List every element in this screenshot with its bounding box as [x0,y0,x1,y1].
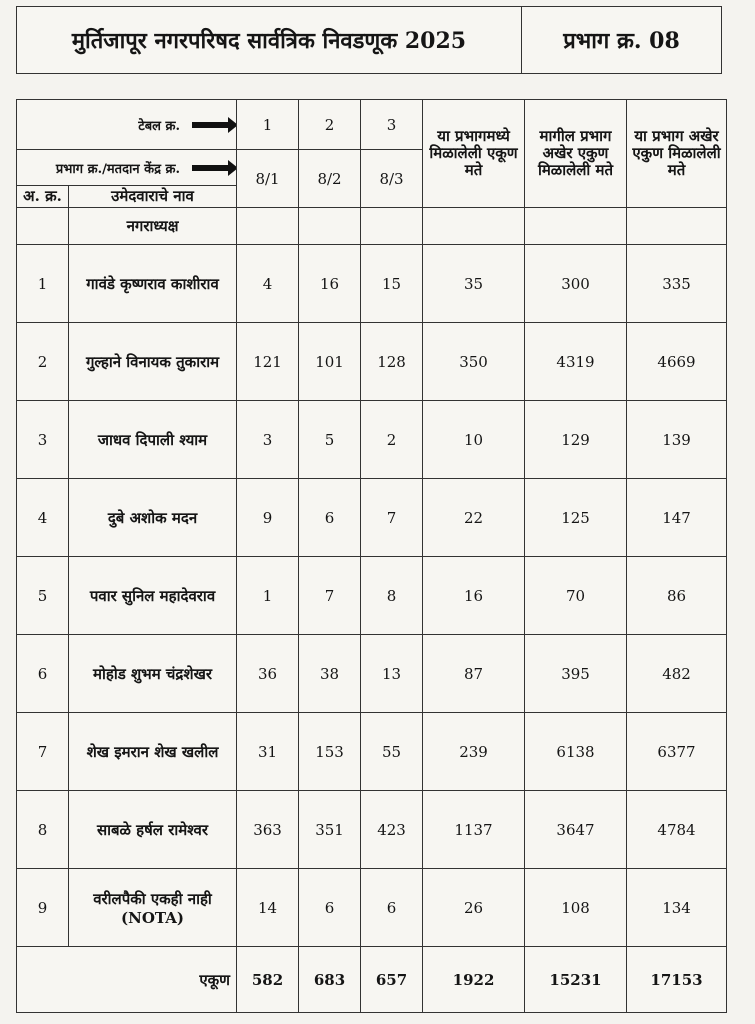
total-b1: 582 [237,947,299,1013]
candidate-sn: 5 [17,557,69,635]
booth-label: प्रभाग क्र./मतदान केंद्र क्र. [55,161,181,177]
candidate-ward: 1137 [423,791,525,869]
candidate-prev: 108 [525,869,627,947]
candidate-cum: 482 [627,635,727,713]
candidate-sn: 7 [17,713,69,791]
header-row-table-no [17,100,727,150]
ward-number: प्रभाग क्र. 08 [563,28,680,54]
candidate-ward: 350 [423,323,525,401]
candidate-prev: 395 [525,635,627,713]
candidate-b3: 423 [361,791,423,869]
candidate-b1: 4 [237,245,299,323]
candidate-sn: 8 [17,791,69,869]
candidate-b2: 351 [299,791,361,869]
candidate-b1: 1 [237,557,299,635]
candidate-sn: 9 [17,869,69,947]
candidate-prev: 3647 [525,791,627,869]
candidate-b1: 31 [237,713,299,791]
candidate-row [17,557,727,635]
col-prev-total-header: मागील प्रभाग अखेर एकुण मिळालेली मते [525,100,627,208]
candidate-cum: 139 [627,401,727,479]
candidate-b1: 14 [237,869,299,947]
candidate-prev: 70 [525,557,627,635]
candidate-cum: 4669 [627,323,727,401]
candidate-cum: 147 [627,479,727,557]
candidate-ward: 35 [423,245,525,323]
candidate-ward: 87 [423,635,525,713]
booth-3: 8/3 [361,150,423,208]
results-table [16,99,727,1013]
candidate-b1: 9 [237,479,299,557]
candidate-cum: 6377 [627,713,727,791]
candidate-prev: 4319 [525,323,627,401]
table-no-label: टेबल क्र. [138,118,181,134]
candidate-sn: 2 [17,323,69,401]
candidate-b2: 16 [299,245,361,323]
candidate-name: जाधव दिपाली श्याम [69,401,237,479]
candidate-b1: 36 [237,635,299,713]
section-row [17,208,727,245]
candidate-row [17,323,727,401]
candidate-b2: 38 [299,635,361,713]
candidate-b2: 101 [299,323,361,401]
candidate-name: गुल्हाने विनायक तुकाराम [69,323,237,401]
candidate-cum: 335 [627,245,727,323]
candidate-b3: 2 [361,401,423,479]
total-b2: 683 [299,947,361,1013]
col-ward-total-header: या प्रभागमध्ये मिळालेली एकूण मते [423,100,525,208]
candidate-ward: 10 [423,401,525,479]
candidate-prev: 6138 [525,713,627,791]
section-title: नगराध्यक्ष [69,208,237,245]
candidate-sn: 4 [17,479,69,557]
candidate-b2: 6 [299,869,361,947]
document-title: मुर्तिजापूर नगरपरिषद सार्वत्रिक निवडणूक 2025 [17,7,522,73]
candidate-b3: 128 [361,323,423,401]
candidate-cum: 86 [627,557,727,635]
sr-label: अ. क्र. [17,186,69,208]
total-prev: 15231 [525,947,627,1013]
candidate-row [17,635,727,713]
candidate-b3: 7 [361,479,423,557]
booth-1: 8/1 [237,150,299,208]
candidate-cum: 134 [627,869,727,947]
total-cum: 17153 [627,947,727,1013]
candidate-prev: 300 [525,245,627,323]
candidate-b2: 5 [299,401,361,479]
candidate-b2: 7 [299,557,361,635]
total-b3: 657 [361,947,423,1013]
candidate-row [17,479,727,557]
candidate-name: शेख इमरान शेख खलील [69,713,237,791]
col-cum-total-header: या प्रभाग अखेर एकुण मिळालेली मते [627,100,727,208]
document-header [16,6,722,74]
candidate-b3: 15 [361,245,423,323]
arrow-right-icon [192,165,230,171]
candidate-sn: 1 [17,245,69,323]
candidate-ward: 26 [423,869,525,947]
candidate-name: पवार सुनिल महादेवराव [69,557,237,635]
candidate-sn: 3 [17,401,69,479]
candidate-rows [17,245,727,947]
table-no-label-cell [17,100,237,150]
candidate-b3: 13 [361,635,423,713]
candidate-b3: 55 [361,713,423,791]
table-no-2: 2 [299,100,361,150]
booth-label-cell [17,150,237,186]
candidate-ward: 239 [423,713,525,791]
candidate-b1: 121 [237,323,299,401]
candidate-b3: 8 [361,557,423,635]
total-label: एकूण [17,947,237,1013]
candidate-b2: 153 [299,713,361,791]
candidate-prev: 129 [525,401,627,479]
candidate-name: साबळे हर्षल रामेश्वर [69,791,237,869]
total-ward: 1922 [423,947,525,1013]
candidate-b1: 3 [237,401,299,479]
table-no-1: 1 [237,100,299,150]
candidate-sn: 6 [17,635,69,713]
table-no-3: 3 [361,100,423,150]
candidate-row [17,713,727,791]
booth-2: 8/2 [299,150,361,208]
candidate-name: वरीलपैकी एकही नाही (NOTA) [69,869,237,947]
candidate-b1: 363 [237,791,299,869]
arrow-right-icon [192,122,230,128]
candidate-name: गावंडे कृष्णराव काशीराव [69,245,237,323]
candidate-row [17,791,727,869]
candidate-row [17,869,727,947]
candidate-b3: 6 [361,869,423,947]
total-row [17,947,727,1013]
candidate-row [17,245,727,323]
candidate-row [17,401,727,479]
candidate-prev: 125 [525,479,627,557]
candidate-ward: 22 [423,479,525,557]
candidate-cum: 4784 [627,791,727,869]
candidate-name: दुबे अशोक मदन [69,479,237,557]
candidate-ward: 16 [423,557,525,635]
candidate-label: उमेदवाराचे नाव [69,186,237,208]
candidate-b2: 6 [299,479,361,557]
candidate-name: मोहोड शुभम चंद्रशेखर [69,635,237,713]
